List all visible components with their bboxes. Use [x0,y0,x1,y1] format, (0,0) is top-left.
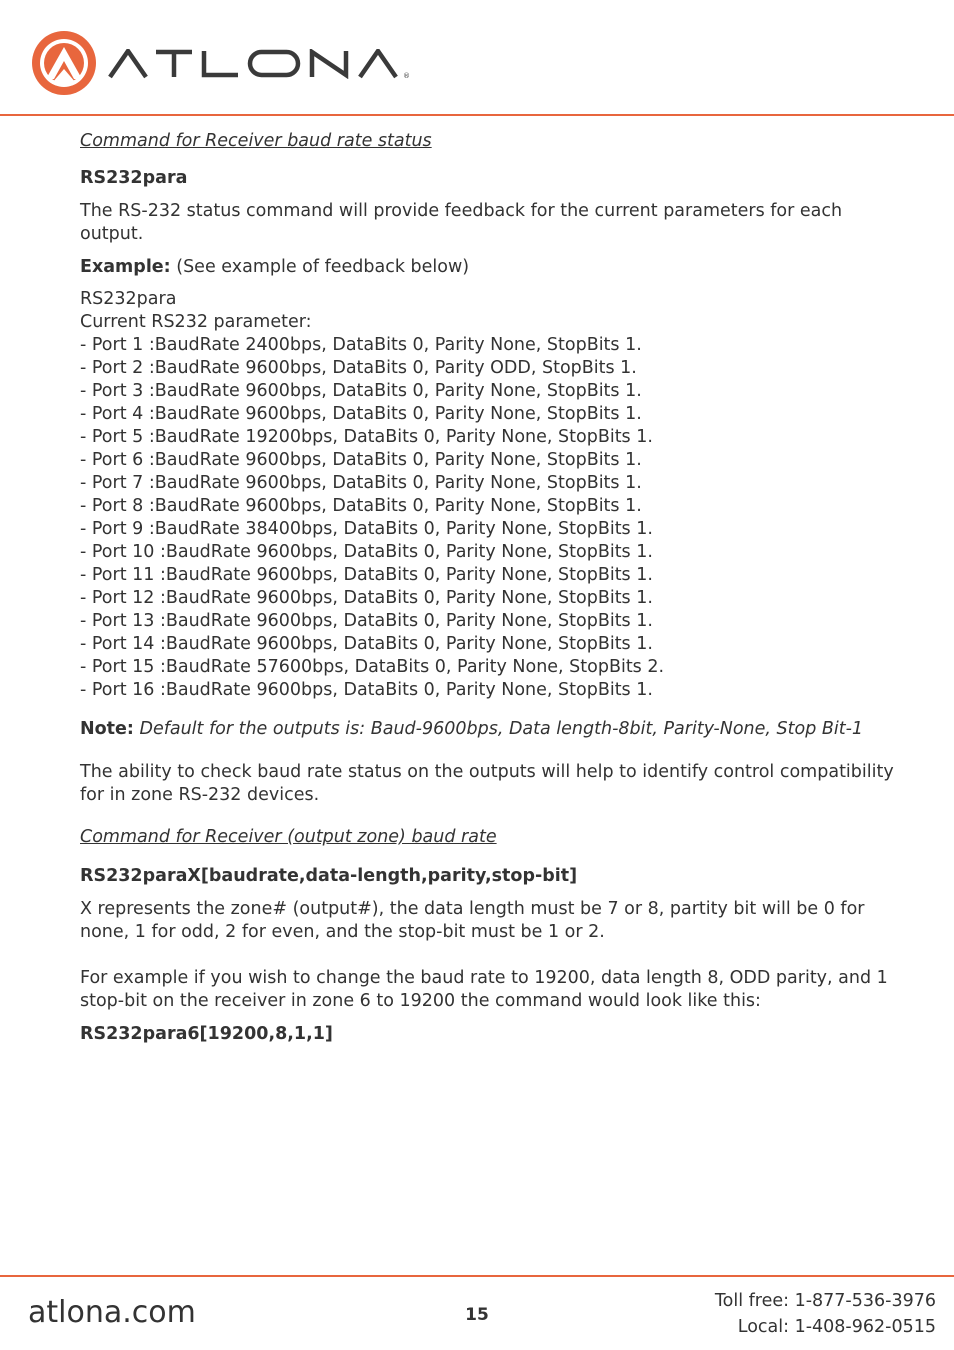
page-header [0,0,954,116]
footer-website: atlona.com [28,1295,196,1330]
parameter-description: X represents the zone# (output#), the data length must be 7 or 8, partity bit will be 0 for none, 1 for odd, 2 for even, and the stop-bit must be 1 or 2. [80,899,865,942]
example-text: (See example of feedback below) [170,257,470,277]
feedback-line: - Port 11 :BaudRate 9600bps, DataBits 0, Parity None, StopBits 1. [80,565,653,585]
example-line [80,256,900,279]
feedback-line: Current RS232 parameter: [80,312,312,332]
page-number: 15 [465,1305,489,1325]
feedback-line: - Port 7 :BaudRate 9600bps, DataBits 0, Parity None, StopBits 1. [80,473,642,493]
atlona-wordmark [108,49,448,79]
compatibility-paragraph: The ability to check baud rate status on the outputs will help to identify control compatibility for in zone RS-232 devices. [80,762,894,805]
atlona-logo-icon [30,29,98,97]
section-heading-baud-status: Command for Receiver baud rate status [80,131,432,151]
feedback-line: - Port 16 :BaudRate 9600bps, DataBits 0, Parity None, StopBits 1. [80,680,653,700]
example-command: RS232para6[19200,8,1,1] [80,1024,333,1044]
feedback-line: - Port 9 :BaudRate 38400bps, DataBits 0, Parity None, StopBits 1. [80,519,653,539]
note-text: Default for the outputs is: Baud-9600bps, Data length-8bit, Parity-None, Stop Bit-1 [133,719,864,739]
feedback-line: - Port 12 :BaudRate 9600bps, DataBits 0, Parity None, StopBits 1. [80,588,653,608]
page-content [80,130,900,1046]
footer-divider [0,1275,954,1277]
feedback-line: - Port 14 :BaudRate 9600bps, DataBits 0, Parity None, StopBits 1. [80,634,653,654]
feedback-line: - Port 5 :BaudRate 19200bps, DataBits 0, Parity None, StopBits 1. [80,427,653,447]
section-heading-baud-set: Command for Receiver (output zone) baud rate [80,827,497,847]
feedback-line: - Port 10 :BaudRate 9600bps, DataBits 0, Parity None, StopBits 1. [80,542,653,562]
feedback-line: - Port 2 :BaudRate 9600bps, DataBits 0, Parity ODD, StopBits 1. [80,358,637,378]
command-rs232para: RS232para [80,168,188,188]
feedback-line: - Port 8 :BaudRate 9600bps, DataBits 0, Parity None, StopBits 1. [80,496,642,516]
toll-free-number: Toll free: 1-877-536-3976 [714,1291,936,1311]
feedback-line: - Port 13 :BaudRate 9600bps, DataBits 0, Parity None, StopBits 1. [80,611,653,631]
footer-contact [715,1288,936,1340]
local-number: Local: 1-408-962-0515 [737,1317,936,1337]
example-label: Example: [80,257,171,277]
feedback-line: - Port 15 :BaudRate 57600bps, DataBits 0, Parity None, StopBits 2. [80,657,665,677]
feedback-line: - Port 1 :BaudRate 2400bps, DataBits 0, Parity None, StopBits 1. [80,335,642,355]
feedback-line: RS232para [80,289,177,309]
status-command-description: The RS-232 status command will provide feedback for the current parameters for each output. [80,201,843,244]
feedback-line: - Port 6 :BaudRate 9600bps, DataBits 0, Parity None, StopBits 1. [80,450,642,470]
feedback-line: - Port 4 :BaudRate 9600bps, DataBits 0, Parity None, StopBits 1. [80,404,642,424]
command-rs232parax: RS232paraX[baudrate,data-length,parity,stop-bit] [80,866,578,886]
header-divider [0,114,954,116]
feedback-line: - Port 3 :BaudRate 9600bps, DataBits 0, Parity None, StopBits 1. [80,381,642,401]
feedback-block [80,288,900,702]
note-line [80,718,900,741]
registered-mark: ® [403,72,410,79]
example-paragraph: For example if you wish to change the baud rate to 19200, data length 8, ODD parity, and 1 stop-bit on the receiver in zone 6 to 19200 the command would look like this: [80,968,888,1011]
note-label: Note: [80,719,134,739]
